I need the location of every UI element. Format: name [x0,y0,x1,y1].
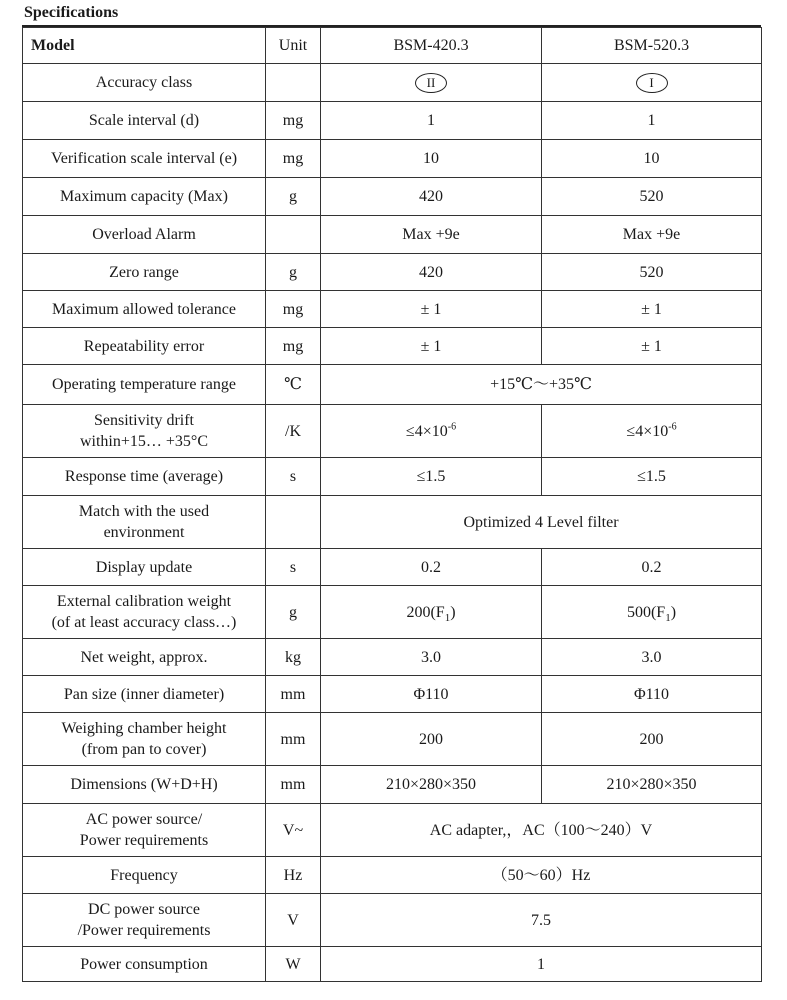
table-row [23,216,762,254]
row-value-b: Max +9e [542,216,762,254]
row-value-a: Φ110 [321,676,542,713]
exponent: -6 [447,421,457,433]
row-unit: s [266,549,321,586]
row-unit: mg [266,328,321,365]
row-value-a: 10 [321,140,542,178]
row-param: Frequency [23,857,266,894]
row-value-b: 200 [542,713,762,766]
row-unit: mm [266,766,321,804]
row-value-b: 3.0 [542,639,762,676]
table-row [23,713,762,766]
row-unit: mg [266,140,321,178]
subscript: 1 [444,611,451,624]
row-param-line: environment [103,524,185,541]
row-value-b: ± 1 [542,328,762,365]
row-param-line: External calibration weight [56,593,232,610]
row-value-merged: AC adapter,，AC（100～240）V [321,804,762,857]
row-unit: mm [266,676,321,713]
row-value-a: 210×280×350 [321,766,542,804]
header-model-b: BSM-520.3 [542,28,762,64]
row-value-b: ± 1 [542,291,762,328]
table-row [23,947,762,982]
row-unit: V [266,894,321,947]
header-model-a: BSM-420.3 [321,28,542,64]
row-value-b: ≤1.5 [542,458,762,496]
row-param-line: DC power source [88,901,200,918]
row-value-a: ± 1 [321,328,542,365]
row-param-line: Power requirements [79,832,209,849]
row-param: Response time (average) [23,458,266,496]
row-unit: kg [266,639,321,676]
row-unit [266,64,321,102]
row-value-a: 1 [321,102,542,140]
row-value-a: 200 [321,713,542,766]
accuracy-class-badge: II [415,73,447,93]
row-unit: mg [266,291,321,328]
row-param: Overload Alarm [23,216,266,254]
row-unit [266,216,321,254]
row-unit: s [266,458,321,496]
row-value-b: 520 [542,178,762,216]
row-param: Display update [23,549,266,586]
row-unit: mm [266,713,321,766]
table-row [23,766,762,804]
table-row [23,458,762,496]
row-param: Scale interval (d) [23,102,266,140]
row-value-merged: Optimized 4 Level filter [321,496,762,549]
row-value-merged: （50～60）Hz [321,857,762,894]
table-row [23,405,762,458]
row-value-b: 10 [542,140,762,178]
row-param [23,586,266,639]
row-param-line: Match with the used [78,503,210,520]
row-value-a: $200(F_1)$ [321,586,542,639]
row-param: Net weight, approx. [23,639,266,676]
row-unit: g [266,178,321,216]
header-model: Model [23,28,266,64]
table-row [23,804,762,857]
row-value-b: Φ110 [542,676,762,713]
row-value-a: 0.2 [321,549,542,586]
row-value-a: 420 [321,254,542,291]
header-unit: Unit [266,28,321,64]
row-value-b: $500(F_1)$ [542,586,762,639]
row-param: Repeatability error [23,328,266,365]
table-row [23,254,762,291]
accuracy-class-badge: I [636,73,668,93]
subscript: 1 [665,611,671,624]
row-unit: V~ [266,804,321,857]
row-value-merged: +15℃～+35℃ [321,365,762,405]
row-value-a: 420 [321,178,542,216]
row-param [23,804,266,857]
page-title: Specifications [24,4,119,21]
row-param [23,496,266,549]
row-param: Maximum allowed tolerance [23,291,266,328]
table-row [23,586,762,639]
table-row [23,178,762,216]
row-param: Zero range [23,254,266,291]
row-param-line: /Power requirements [77,922,211,939]
row-param: Verification scale interval (e) [23,140,266,178]
table-row [23,291,762,328]
row-param: Pan size (inner diameter) [23,676,266,713]
row-param-line: within+15… +35°C [79,433,208,450]
table-row [23,140,762,178]
row-param-line: Weighing chamber height [61,720,227,737]
row-param: Operating temperature range [23,365,266,405]
table-row [23,857,762,894]
row-unit: g [266,586,321,639]
table-row [23,365,762,405]
spec-table [22,27,762,982]
row-value-a: Max +9e [321,216,542,254]
row-unit [266,496,321,549]
table-row [23,894,762,947]
table-row [23,64,762,102]
row-param: Maximum capacity (Max) [23,178,266,216]
row-param-line: AC power source/ [85,811,203,828]
table-header-row [23,28,762,64]
row-value-b: $\le 4\times 10^{-6}$ [542,405,762,458]
row-value-merged: 1 [321,947,762,982]
table-row [23,102,762,140]
row-value-b: 0.2 [542,549,762,586]
row-param-line: (of at least accuracy class…) [51,614,237,631]
row-value-b: 520 [542,254,762,291]
table-row [23,549,762,586]
row-param [23,405,266,458]
row-param: Accuracy class [23,64,266,102]
row-unit: ℃ [266,365,321,405]
row-value-merged: 7.5 [321,894,762,947]
row-value-a: $\le 4\times 10^{-6}$ [321,405,542,458]
table-row [23,676,762,713]
table-row [23,496,762,549]
row-param [23,713,266,766]
exponent: -6 [668,421,677,433]
row-value-a: 3.0 [321,639,542,676]
row-param-line: (from pan to cover) [81,741,207,758]
row-param-line: Sensitivity drift [94,412,194,429]
row-unit: mg [266,102,321,140]
row-unit: g [266,254,321,291]
table-row [23,639,762,676]
row-value-b: 210×280×350 [542,766,762,804]
row-param [23,894,266,947]
row-value-a: ≤1.5 [321,458,542,496]
row-unit: W [266,947,321,982]
row-value-a: ± 1 [321,291,542,328]
row-unit: /K [266,405,321,458]
row-value-b: 1 [542,102,762,140]
table-row [23,328,762,365]
row-param: Power consumption [23,947,266,982]
row-unit: Hz [266,857,321,894]
row-param: Dimensions (W+D+H) [23,766,266,804]
